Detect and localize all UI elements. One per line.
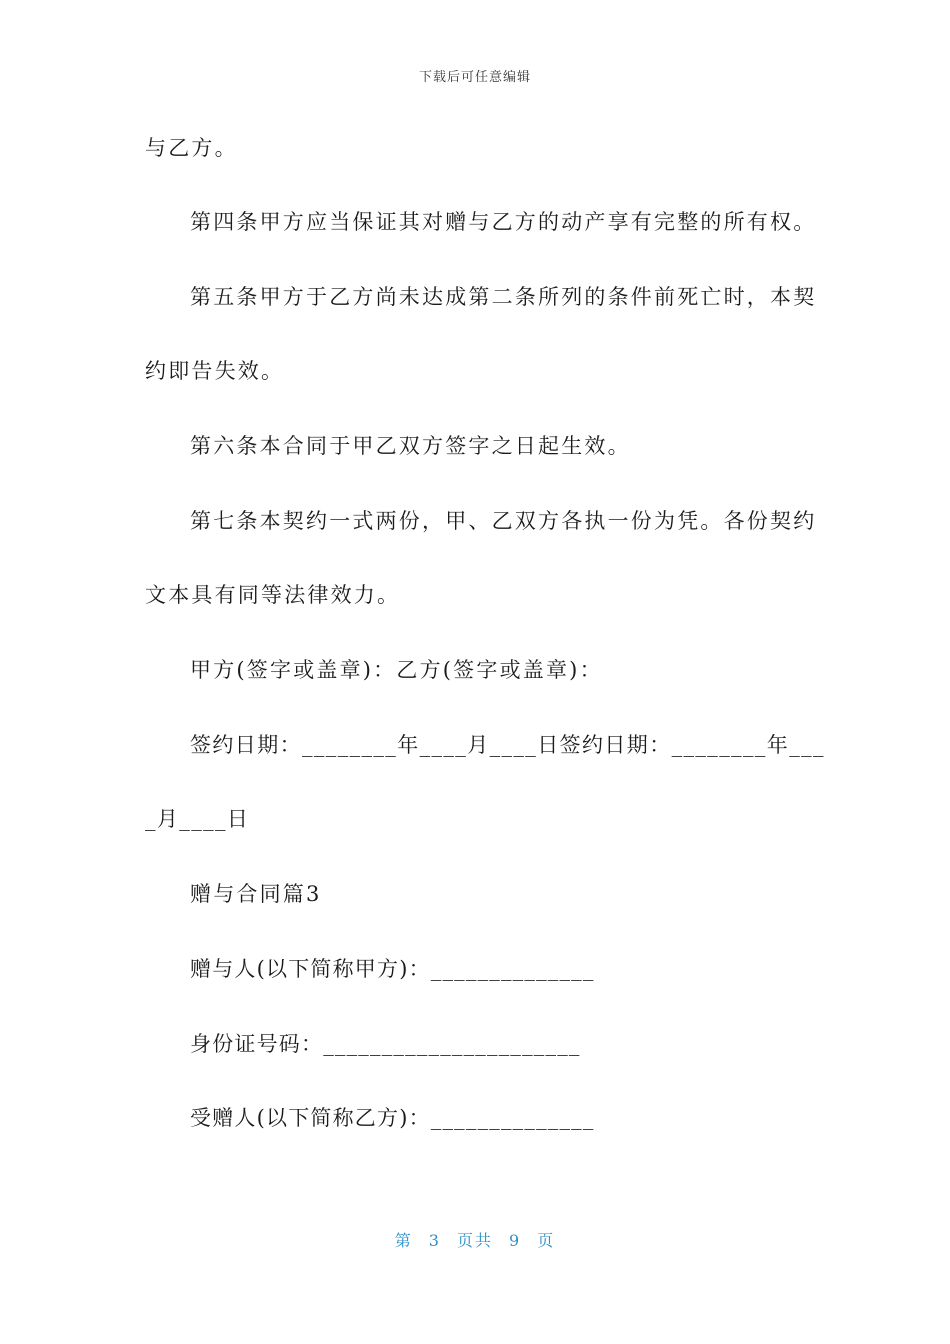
- paragraph-line: 第七条本契约一式两份，甲、乙双方各执一份为凭。各份契约: [190, 509, 817, 533]
- footer-suffix: 页: [537, 1231, 556, 1250]
- paragraph-line: 第六条本合同于甲乙双方签字之日起生效。: [190, 434, 631, 458]
- paragraph-line: 第四条甲方应当保证其对赠与乙方的动产享有完整的所有权。: [190, 210, 817, 234]
- recipient-field: 受赠人(以下简称乙方)：______________: [190, 1106, 595, 1130]
- donor-field: 赠与人(以下简称甲方)：______________: [190, 957, 595, 981]
- paragraph-line: 与乙方。: [145, 136, 238, 160]
- date-line: _月____日: [145, 807, 250, 831]
- signature-line: 甲方(签字或盖章)：乙方(签字或盖章)：: [190, 658, 603, 682]
- paragraph-line: 约即告失效。: [145, 359, 285, 383]
- date-line: 签约日期：________年____月____日签约日期：________年___: [190, 733, 825, 757]
- footer-current-page: 3: [428, 1231, 441, 1250]
- paragraph-line: 文本具有同等法律效力。: [145, 583, 401, 607]
- page-footer: [0, 1228, 950, 1251]
- id-number-field: 身份证号码：______________________: [190, 1032, 581, 1056]
- paragraph-line: 第五条甲方于乙方尚未达成第二条所列的条件前死亡时，本契: [190, 285, 817, 309]
- footer-prefix: 第: [394, 1231, 413, 1250]
- page-header: 下载后可任意编辑: [418, 70, 531, 85]
- section-title: 赠与合同篇3: [190, 882, 322, 906]
- footer-middle: 页共: [456, 1231, 493, 1250]
- footer-total-pages: 9: [509, 1231, 522, 1250]
